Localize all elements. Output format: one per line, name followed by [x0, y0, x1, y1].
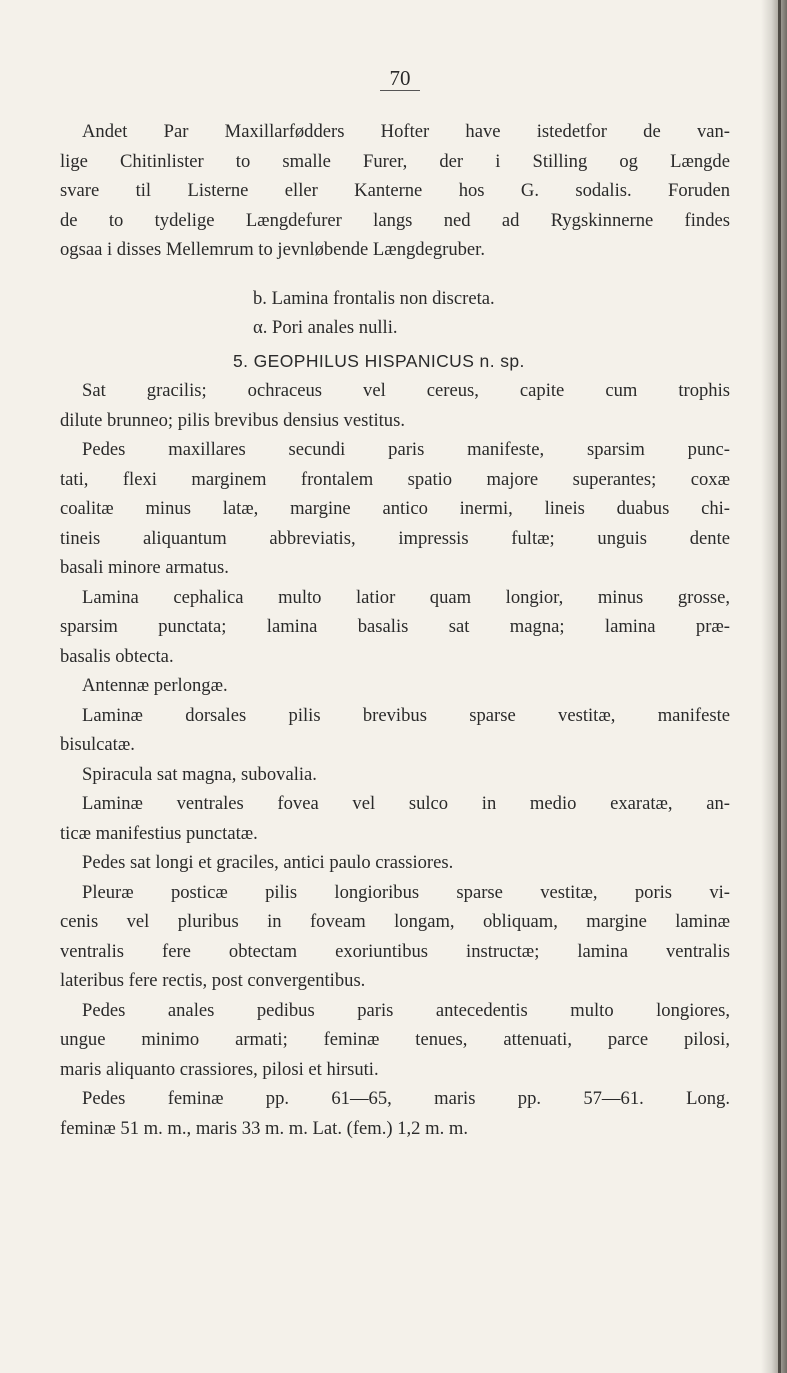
- body-text: [60, 117, 730, 1143]
- description-line: Pleuræ posticæ pilis longioribus sparse vestitæ, poris vi-: [82, 881, 730, 903]
- description-line: basali minore armatus.: [60, 557, 229, 578]
- description-line: Pedes anales pedibus paris antecedentis multo longiores,: [82, 999, 730, 1021]
- description-line: Laminæ ventrales fovea vel sulco in medio exaratæ, an-: [82, 793, 730, 814]
- page-number: 70: [380, 66, 420, 91]
- description-line: basalis obtecta.: [60, 645, 174, 667]
- description-line: feminæ 51 m. m., maris 33 m. m. Lat. (fem.) 1,2 m. m.: [60, 1117, 468, 1139]
- section-heading-b: b. Lamina frontalis non discreta.: [253, 287, 495, 309]
- description-line: ungue minimo armati; feminæ tenues, attenuati, parce pilosi,: [60, 1029, 730, 1050]
- section-heading-alpha: α. Pori anales nulli.: [253, 317, 398, 338]
- description-line: ticæ manifestius punctatæ.: [60, 822, 258, 844]
- description-line: ventralis fere obtectam exoriuntibus instructæ; lamina ventralis: [60, 940, 730, 962]
- description-line: tati, flexi marginem frontalem spatio majore superantes; coxæ: [60, 468, 730, 490]
- species-heading: 5. GEOPHILUS HISPANICUS n. sp.: [233, 350, 525, 371]
- description-line: Pedes feminæ pp. 61—65, maris pp. 57—61. Long.: [82, 1088, 730, 1109]
- description-line: Pedes sat longi et graciles, antici paulo crassiores.: [82, 852, 454, 873]
- page-edge-shadow: [761, 0, 787, 1373]
- paragraph-line: lige Chitinlister to smalle Furer, der i Stilling og Længde: [60, 150, 730, 172]
- paragraph-line: Andet Par Maxillarfødders Hofter have istedetfor de van-: [82, 121, 730, 142]
- description-line: sparsim punctata; lamina basalis sat magna; lamina præ-: [60, 616, 730, 637]
- paragraph-line: de to tydelige Længdefurer langs ned ad Rygskinnerne findes: [60, 209, 730, 231]
- description-line: Antennæ perlongæ.: [82, 675, 228, 696]
- description-line: cenis vel pluribus in foveam longam, obliquam, margine laminæ: [60, 911, 730, 932]
- description-line: Lamina cephalica multo latior quam longior, minus grosse,: [82, 586, 730, 608]
- paragraph-line: ogsaa i disses Mellemrum to jevnløbende Længdegruber.: [60, 239, 485, 260]
- description-line: coalitæ minus latæ, margine antico inermi, lineis duabus chi-: [60, 498, 730, 519]
- description-line: dilute brunneo; pilis brevibus densius vestitus.: [60, 409, 405, 431]
- paragraph-line: svare til Listerne eller Kanterne hos G. sodalis. Foruden: [60, 180, 730, 201]
- description-line: Sat gracilis; ochraceus vel cereus, capite cum trophis: [82, 380, 730, 401]
- description-line: bisulcatæ.: [60, 734, 135, 755]
- description-line: tineis aliquantum abbreviatis, impressis fultæ; unguis dente: [60, 527, 730, 549]
- description-line: Pedes maxillares secundi paris manifeste, sparsim punc-: [82, 439, 730, 460]
- page-edge-line: [778, 0, 781, 1373]
- description-line: maris aliquanto crassiores, pilosi et hirsuti.: [60, 1058, 379, 1080]
- description-line: Spiracula sat magna, subovalia.: [82, 763, 317, 785]
- description-line: lateribus fere rectis, post convergentibus.: [60, 970, 366, 991]
- description-line: Laminæ dorsales pilis brevibus sparse vestitæ, manifeste: [82, 704, 730, 726]
